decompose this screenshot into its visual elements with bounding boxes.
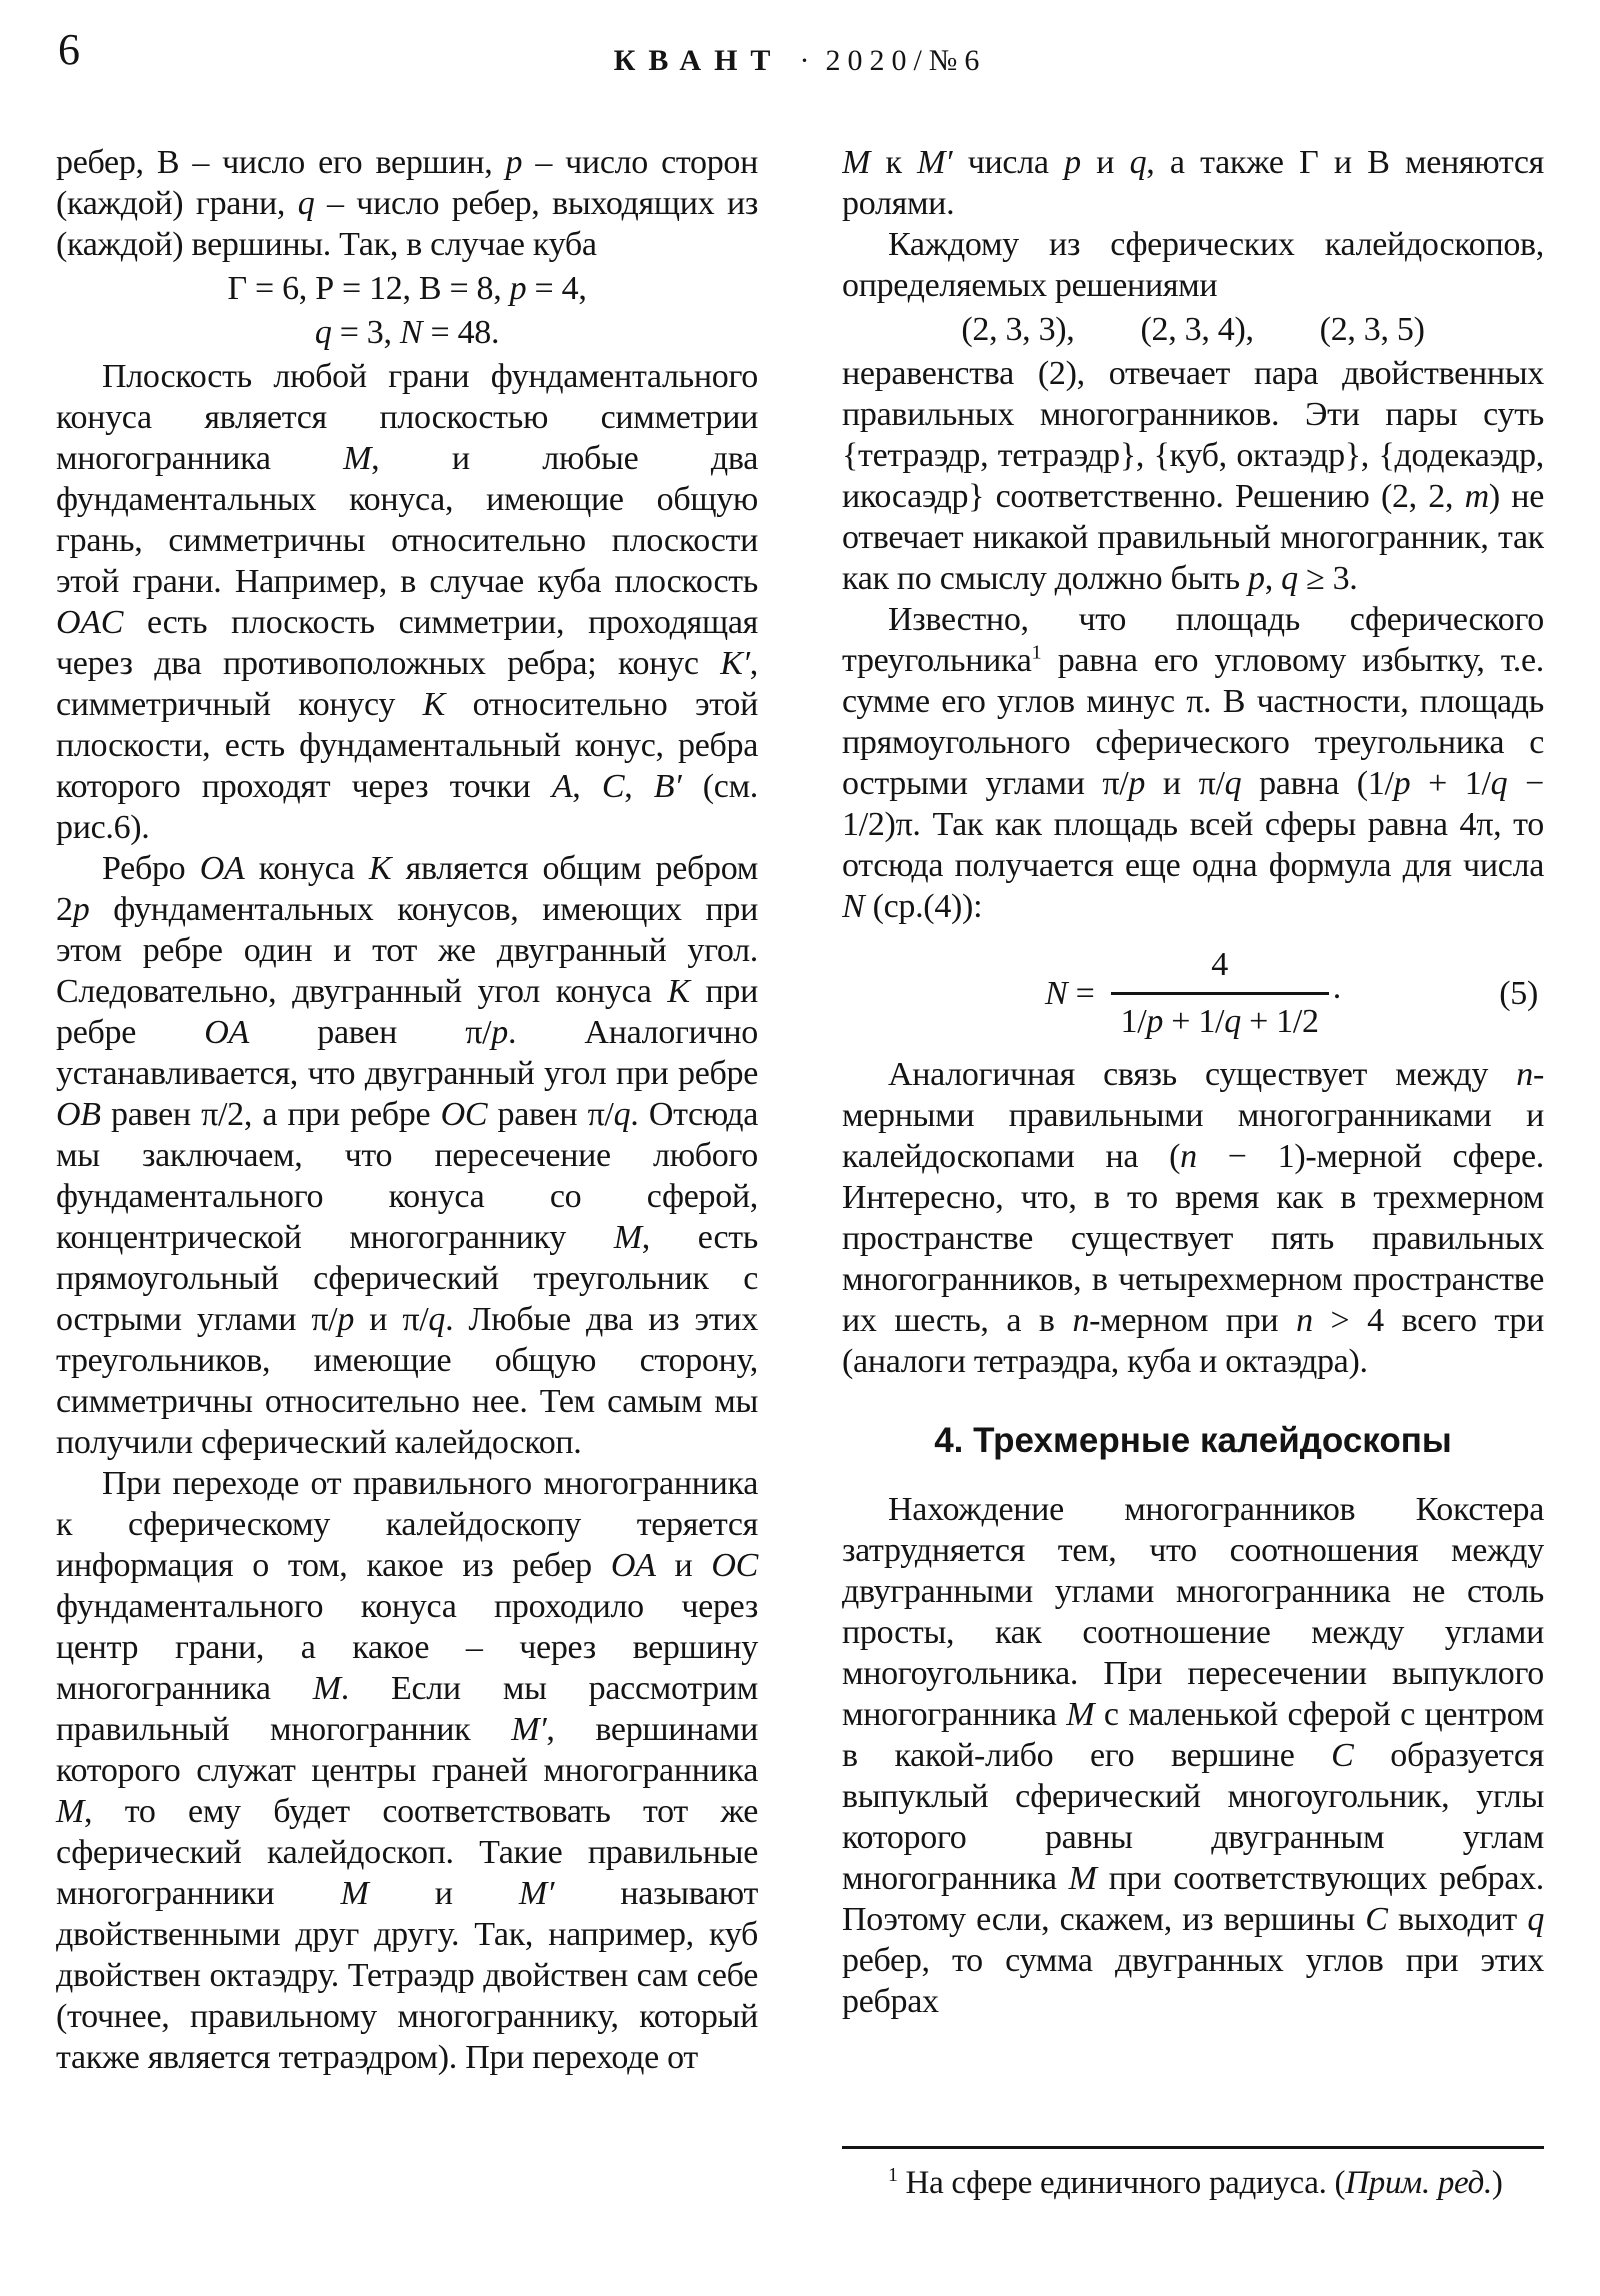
paragraph: Аналогичная связь существует между n-мерными правильными многогранниками и калейдоскопами на (n − 1)-мерной сфере. Интересно, что, в то время как в трехмерном пространстве существует пять правильных многогранников, в четырехмерном пространстве их шесть, а в n-мерном при n > 4 всего три (аналоги тетраэдра, куба и октаэдра). <box>842 1056 1544 1380</box>
page-number: 6 <box>58 25 80 74</box>
equation-5 <box>842 945 1544 1042</box>
footnote-text: $^1$ На сфере единичного радиуса. (Прим. ред.) <box>888 2164 1503 2201</box>
equation-lhs: N = <box>1045 974 1095 1012</box>
paragraph: M к M′ числа p и q, а также Г и В меняются ролями. <box>842 144 1544 222</box>
section-heading: 4. Трехмерные калейдоскопы <box>934 1421 1452 1460</box>
journal-issue: 2020/№6 <box>825 44 987 77</box>
paragraph: Ребро OA конуса K является общим ребром 2p фундаментальных конусов, имеющих при этом ребре один и тот же двугранный угол. Следовательно, двугранный угол конуса K при ребре OA равен π/p. Аналогично устанавливается, что двугранный угол при ребре OB равен π/2, а при ребре OC равен π/q. Отсюда мы заключаем, что пересечение любого фундаментального конуса со сферой, концентрической многограннику M, есть прямоугольный сферический треугольник с острыми углами π/p и π/q. Любые два из этих треугольников, имеющие общую сторону, симметричны относительно нее. Тем самым мы получили сферический калейдоскоп. <box>56 850 759 1461</box>
solution-item: (2, 3, 3), <box>961 311 1075 348</box>
solutions-row <box>842 309 1544 350</box>
equation-number: (5) <box>1499 974 1538 1012</box>
journal-header <box>0 46 1600 76</box>
footnote-rule <box>842 2146 1544 2149</box>
solution-item: (2, 3, 4), <box>1140 311 1254 348</box>
fraction <box>1111 945 1329 1042</box>
paragraph: неравенства (2), отвечает пара двойственных правильных многогранников. Эти пары суть {тетраэдр, тетраэдр}, {куб, октаэдр}, {додекаэдр, икосаэдр} соответственно. Решению (2, 2, m) не отвечает никакой правильный многогранник, так как по смыслу должно быть p, q ≥ 3. <box>842 355 1544 597</box>
journal-title: КВАНТ <box>613 44 784 77</box>
paragraph: ребер, В – число его вершин, p – число сторон (каждой) грани, q – число ребер, выходящих из (каждой) вершины. Так, в случае куба <box>56 144 758 263</box>
left-column <box>56 142 758 2078</box>
solution-item: (2, 3, 5) <box>1319 311 1425 348</box>
display-equation-line: Г = 6, Р = 12, В = 8, p = 4, <box>227 270 587 307</box>
right-column <box>842 142 1544 2022</box>
paragraph: При переходе от правильного многогранника к сферическому калейдоскопу теряется информация о том, какое из ребер OA и OC фундаментального конуса проходило через центр грани, а какое – через вершину многогранника M. Если мы рассмотрим правильный многогранник M′, вершинами которого служат центры граней многогранника M, то ему будет соответствовать тот же сферический калейдоскоп. Такие правильные многогранники M и M′ называют двойственными друг другу. Так, например, куб двойствен октаэдру. Тетраэдр двойствен сам себе (точнее, правильному многограннику, который также является тетраэдром). При переходе от <box>56 1465 759 2076</box>
equation-period: . <box>1332 969 1341 1006</box>
paragraph: Плоскость любой грани фундаментального конуса является плоскостью симметрии многогранника M, и любые два фундаментальных конуса, имеющие общую грань, симметричны относительно плоскости этой грани. Например, в случае куба плоскость OAC есть плоскость симметрии, проходящая через два противоположных ребра; конус K′, симметричный конусу K относительно этой плоскости, есть фундаментальный конус, ребра которого проходят через точки A, C, B′ (см. рис.6). <box>56 358 759 846</box>
footnote <box>842 2146 1544 2206</box>
header-separator: · <box>799 44 810 77</box>
fraction-numerator: 4 <box>1111 945 1329 995</box>
paragraph: Известно, что площадь сферического треугольника$^1$ равна его угловому избытку, т.е. сумме его углов минус π. В частности, площадь прямоугольного сферического треугольника с острыми углами π/p и π/q равна (1/p + 1/q − 1/2)π. Так как площадь всей сферы равна 4π, то отсюда получается еще одна формула для числа N (ср.(4)): <box>842 601 1544 925</box>
paragraph: Каждому из сферических калейдоскопов, определяемых решениями <box>842 226 1544 304</box>
fraction-denominator: 1/p + 1/q + 1/2 <box>1120 1003 1319 1040</box>
paragraph: Нахождение многогранников Кокстера затрудняется тем, что соотношения между двугранными углами многогранника не столь просты, как соотношение между углами многоугольника. При пересечении выпуклого многогранника M с маленькой сферой с центром в какой-либо его вершине C образуется выпуклый сферический многоугольник, углы которого равны двугранным углам многогранника M при соответствующих ребрах. Поэтому если, скажем, из вершины C выходит q ребер, то сумма двугранных углов при этих ребрах <box>842 1491 1544 2020</box>
display-equation-line: q = 3, N = 48. <box>314 314 500 351</box>
